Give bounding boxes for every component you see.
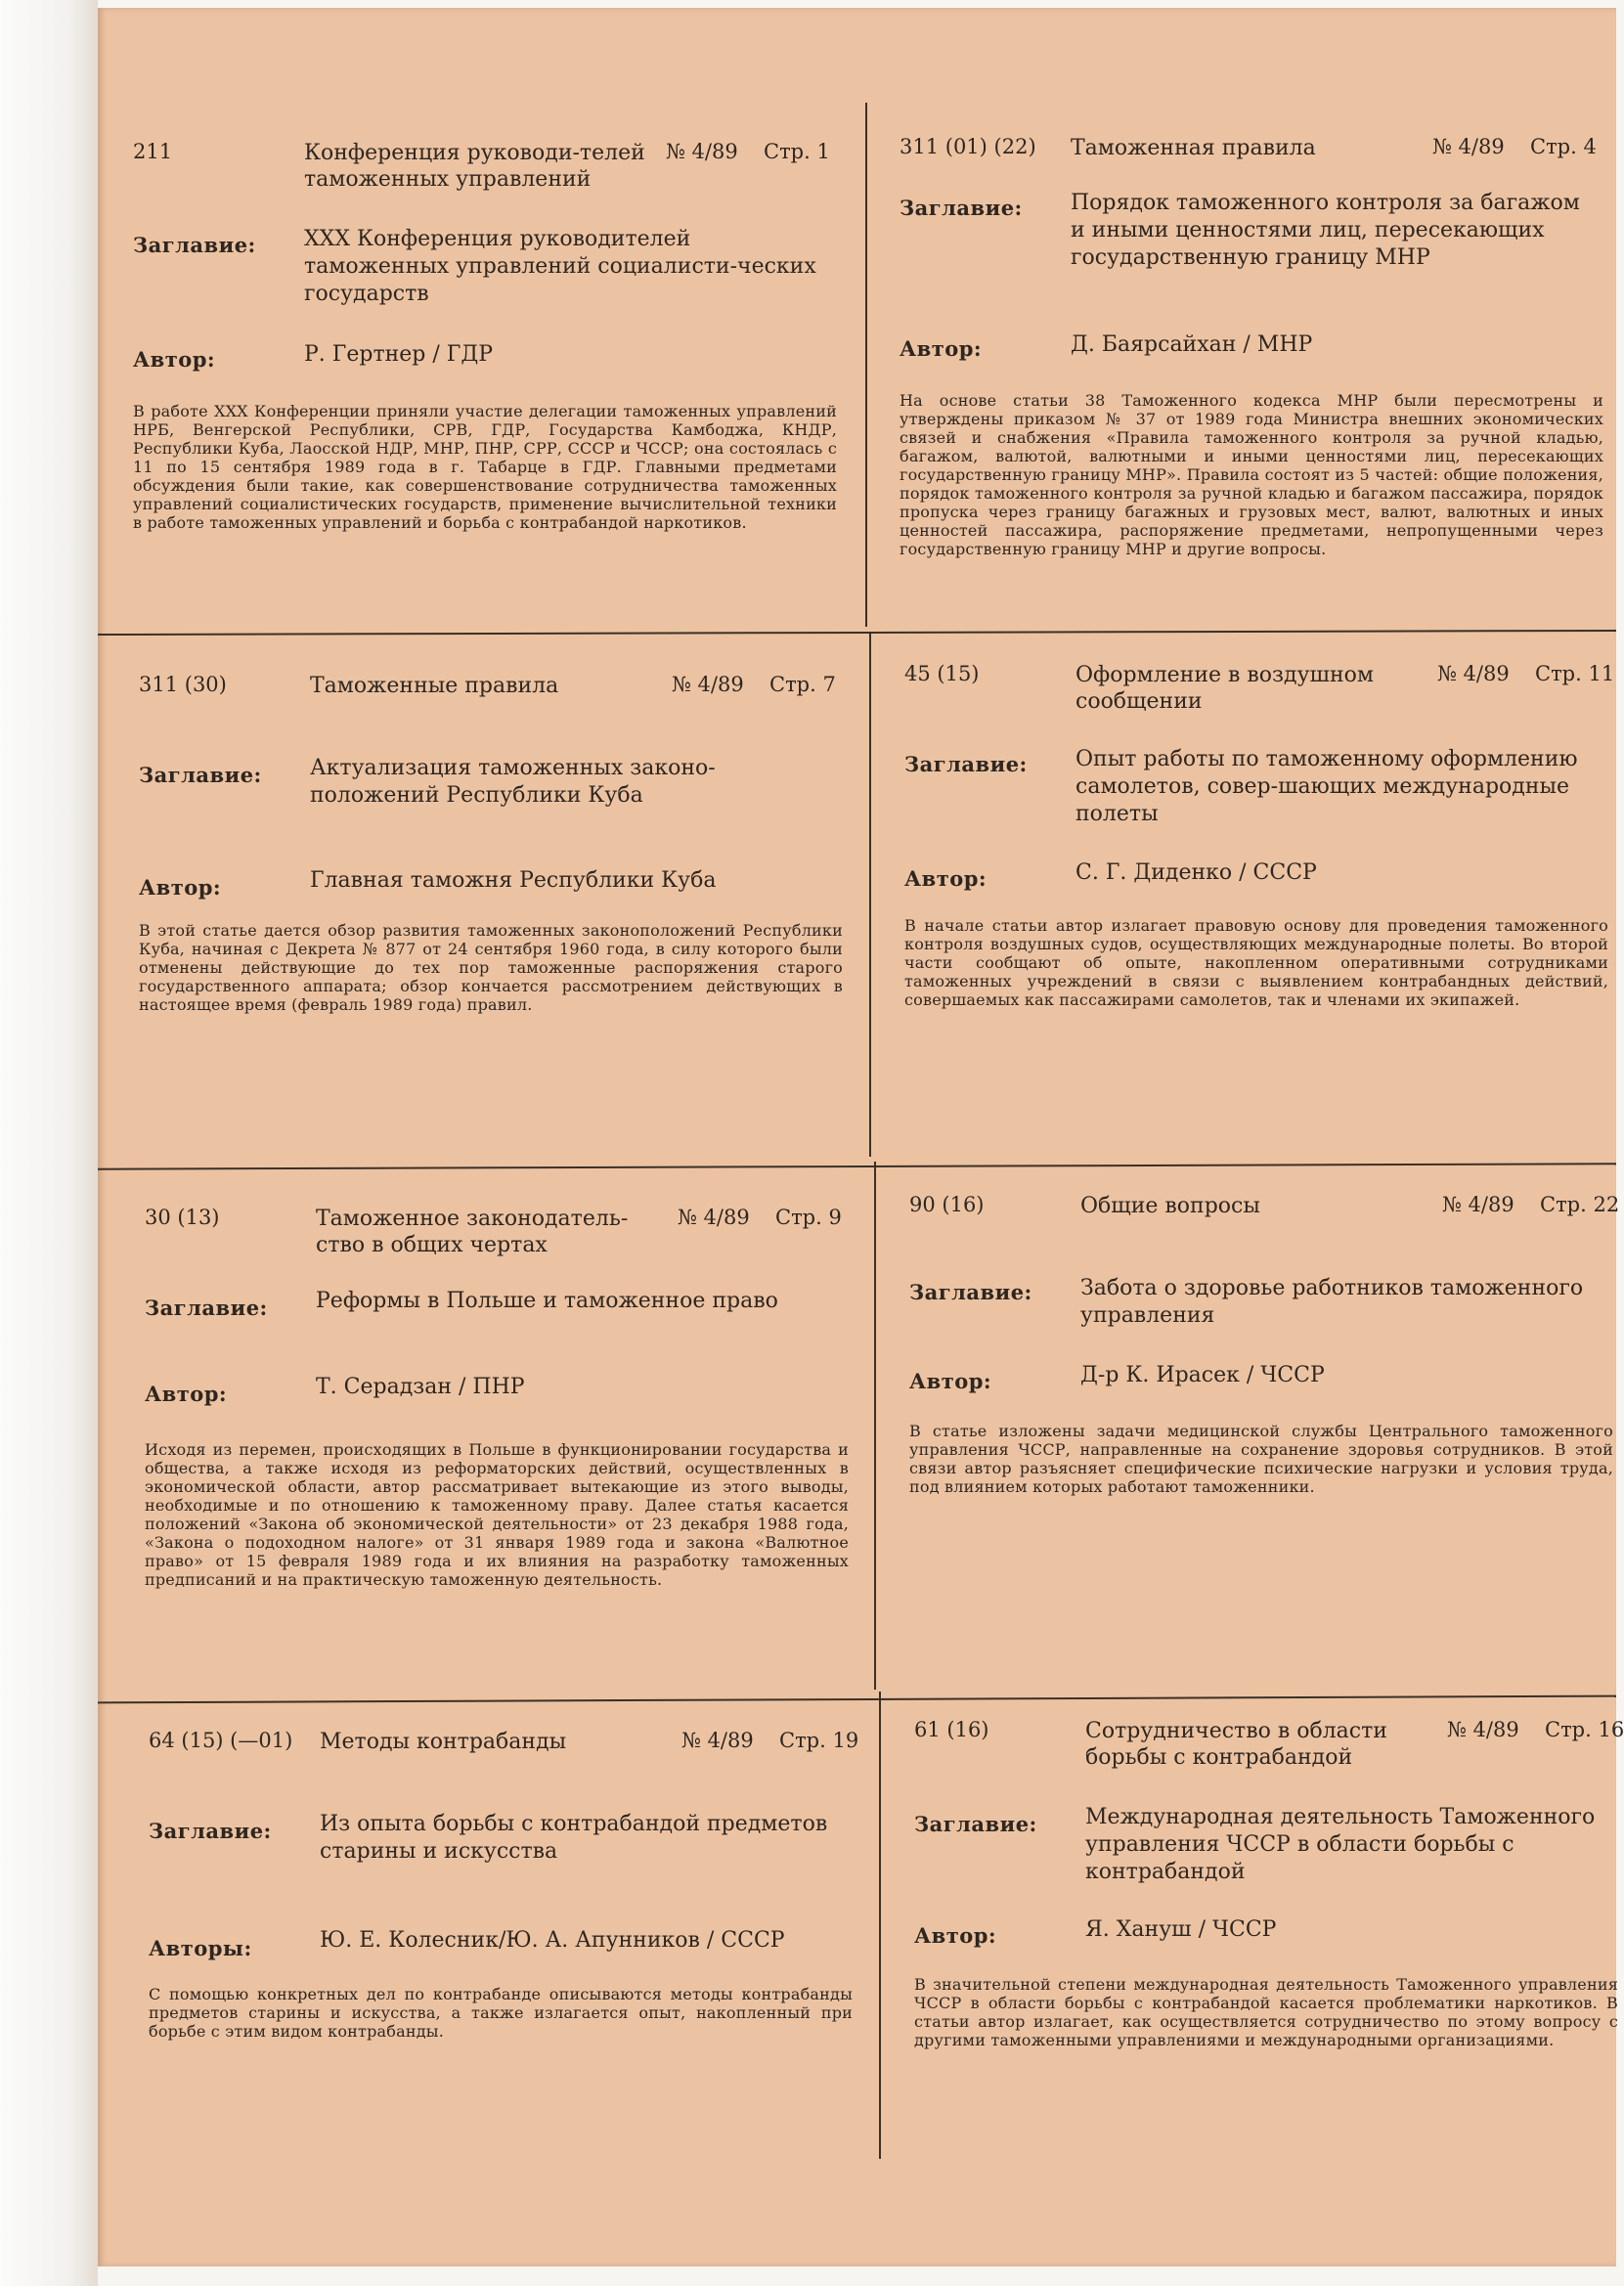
article-author: Главная таможня Республики Куба (310, 868, 717, 893)
classification-number: 64 (15) (—01) (149, 1729, 293, 1752)
article-abstract: С помощью конкретных дел по контрабанде описываются методы контрабанды предметов старины и искусства, а также излагается опыт, накопленный при борьбе с этим видом контрабанды. (149, 1985, 853, 2041)
classification-number: 211 (133, 140, 173, 163)
abstract-card (904, 662, 1615, 1170)
column-divider-2 (869, 634, 871, 1157)
title-label: Заглавие: (139, 763, 262, 787)
page-number: Стр. 7 (769, 673, 836, 696)
topic-heading: Общие вопросы (1080, 1194, 1260, 1218)
classification-number: 30 (13) (145, 1206, 220, 1229)
article-title: Международная деятельность Таможенного управления ЧССР в области борьбы с контрабандой (1085, 1805, 1596, 1884)
column-divider-1 (865, 103, 867, 627)
title-label: Заглавие: (145, 1296, 268, 1320)
issue-number: № 4/89 (678, 1206, 750, 1229)
topic-heading: Конференция руководи-телей таможенных управлений (304, 141, 645, 192)
article-title: Опыт работы по таможенному оформлению самолетов, совер-шающих международные полеты (1075, 747, 1578, 826)
article-title: Актуализация таможенных законо-положений Республики Куба (310, 756, 716, 808)
page-number: Стр. 4 (1530, 135, 1597, 158)
topic-heading: Сотрудничество в области борьбы с контрабандой (1085, 1719, 1387, 1770)
topic-heading: Таможенное законодатель-ство в общих чертах (316, 1207, 629, 1257)
classification-number: 311 (30) (139, 673, 227, 696)
author-label: Автор: (900, 336, 983, 361)
issue-number: № 4/89 (1432, 135, 1505, 158)
page-number: Стр. 22 (1540, 1193, 1620, 1216)
article-author: Д-р К. Ирасек / ЧССР (1080, 1363, 1325, 1387)
author-label: Автор: (145, 1382, 228, 1406)
article-title: Порядок таможенного контроля за багажом и иными ценностями лиц, пересекающих государственную границу МНР (1071, 191, 1580, 270)
title-label: Заглавие: (900, 196, 1023, 220)
topic-heading: Таможенная правила (1071, 136, 1316, 160)
abstract-card (133, 140, 837, 648)
abstract-card (149, 1729, 859, 2237)
article-author: Ю. Е. Колесник/Ю. А. Апунников / СССР (320, 1928, 785, 1953)
issue-number: № 4/89 (1447, 1718, 1519, 1741)
article-author: С. Г. Диденко / СССР (1075, 860, 1317, 885)
article-title: Из опыта борьбы с контрабандой предметов старины и искусства (320, 1812, 828, 1864)
page-number: Стр. 16 (1545, 1718, 1624, 1741)
column-divider-4 (879, 1692, 881, 2159)
classification-number: 45 (15) (904, 662, 980, 685)
abstract-card (900, 135, 1603, 643)
issue-number: № 4/89 (666, 140, 738, 163)
abstract-card (145, 1206, 849, 1714)
article-title: XXX Конференция руководителей таможенных управлений социалисти-ческих государств (304, 227, 816, 306)
author-label: Авторы: (149, 1936, 252, 1960)
abstract-card (914, 1718, 1624, 2226)
article-abstract: На основе статьи 38 Таможенного кодекса МНР были пересмотрены и утверждены приказом № 37 от 1989 года Министра внешних экономических связей и снабжения «Правила таможенного контроля за ручной кладью, багажом, валютой, валютными и иными ценностями лиц, пересекающих государственную границу МНР». Правила состоят из 5 частей: общие положения, порядок таможенного контроля за ручной кладью и багажом пассажира, порядок пропуска через границу багажных и грузовых мест, валют, валютных и иных ценностей пассажира, распоряжение предметами, непропущенными через государственную границу МНР и другие вопросы. (900, 391, 1603, 558)
article-author: Д. Баярсайхан / МНР (1071, 332, 1313, 357)
abstract-card (909, 1193, 1620, 1701)
classification-number: 90 (16) (909, 1193, 985, 1216)
topic-heading: Оформление в воздушном сообщении (1075, 663, 1375, 714)
classification-number: 61 (16) (914, 1718, 989, 1741)
abstract-card (139, 673, 843, 1181)
issue-number: № 4/89 (672, 673, 744, 696)
issue-number: № 4/89 (1437, 662, 1510, 685)
author-label: Автор: (904, 866, 988, 891)
article-abstract: В начале статьи автор излагает правовую основу для проведения таможенного контроля воздушных судов, осуществляющих международные полеты. Во второй части сообщают об опыте, накопленном оперативными сотрудниками таможенных учреждений в связи с выявлением контрабандных действий, совершаемых как пассажирами самолетов, так и членами их экипажей. (904, 916, 1608, 1009)
author-label: Автор: (139, 875, 222, 900)
page-number: Стр. 11 (1535, 662, 1615, 685)
author-label: Автор: (133, 347, 216, 372)
article-abstract: В работе XXX Конференции приняли участие делегации таможенных управлений НРБ, Венгерской Республики, СРВ, ГДР, Государства Камбоджа, КНДР, Республики Куба, Лаосской НДР, МНР, ПНР, СРР, СССР и ЧССР; она состоялась с 11 по 15 сентября 1989 года в г. Табарце в ГДР. Главными предметами обсуждения были такие, как совершенствование сотрудничества таможенных управлений социалистических государств, применение вычислительной техники в работе таможенных управлений и борьба с контрабандой наркотиков. (133, 402, 837, 532)
article-abstract: В этой статье дается обзор развития таможенных законоположений Республики Куба, начиная с Декрета № 877 от 24 сентября 1960 года, в силу которого были отменены действующие до тех пор таможенные распоряжения старого государственного аппарата; обзор кончается рассмотрением действующих в настоящее время (февраль 1989 года) правил. (139, 921, 843, 1014)
article-abstract: Исходя из перемен, происходящих в Польше в функционировании государства и общества, а также исходя из реформаторских действий, осуществленных в экономической области, автор рассматривает вытекающие из этого выводы, необходимые и по отношению к таможенному праву. Далее статья касается положений «Закона об экономической деятельности» от 23 декабря 1988 года, «Закона о подоходном налоге» от 31 января 1989 года и закона «Валютное право» от 15 февраля 1989 года и их влияния на разработку таможенных предписаний и на практическую таможенную деятельность. (145, 1440, 849, 1589)
title-label: Заглавие: (133, 233, 256, 257)
article-abstract: В значительной степени международная деятельность Таможенного управления ЧССР в области борьбы с контрабандой касается проблематики наркотиков. В статьи автор излагает, как осуществляется сотрудничество по этому вопросу с другими таможенными управлениями и международными организациями. (914, 1975, 1618, 2049)
title-label: Заглавие: (909, 1280, 1032, 1304)
page-number: Стр. 1 (764, 140, 830, 163)
page-number: Стр. 9 (775, 1206, 842, 1229)
article-author: Т. Серадзан / ПНР (316, 1375, 525, 1399)
title-label: Заглавие: (904, 752, 1028, 776)
article-title: Реформы в Польше и таможенное право (316, 1289, 778, 1313)
column-divider-3 (874, 1162, 876, 1690)
page-number: Стр. 19 (779, 1729, 859, 1752)
classification-number: 311 (01) (22) (900, 135, 1036, 158)
article-author: Я. Хануш / ЧССР (1085, 1917, 1277, 1942)
topic-heading: Методы контрабанды (320, 1730, 567, 1754)
article-author: Р. Гертнер / ГДР (304, 342, 494, 367)
issue-number: № 4/89 (1442, 1193, 1514, 1216)
title-label: Заглавие: (149, 1819, 272, 1843)
author-label: Автор: (909, 1369, 992, 1393)
page-margin (0, 0, 98, 2286)
topic-heading: Таможенные правила (310, 674, 559, 698)
author-label: Автор: (914, 1923, 997, 1948)
title-label: Заглавие: (914, 1812, 1037, 1836)
article-title: Забота о здоровье работников таможенного управления (1080, 1276, 1584, 1328)
issue-number: № 4/89 (681, 1729, 754, 1752)
article-abstract: В статье изложены задачи медицинской службы Центрального таможенного управления ЧССР, направленные на сохранение здоровья сотрудников. В этой связи автор разъясняет специфические психические нагрузки и условия труда, под влиянием которых работают таможенники. (909, 1422, 1613, 1496)
